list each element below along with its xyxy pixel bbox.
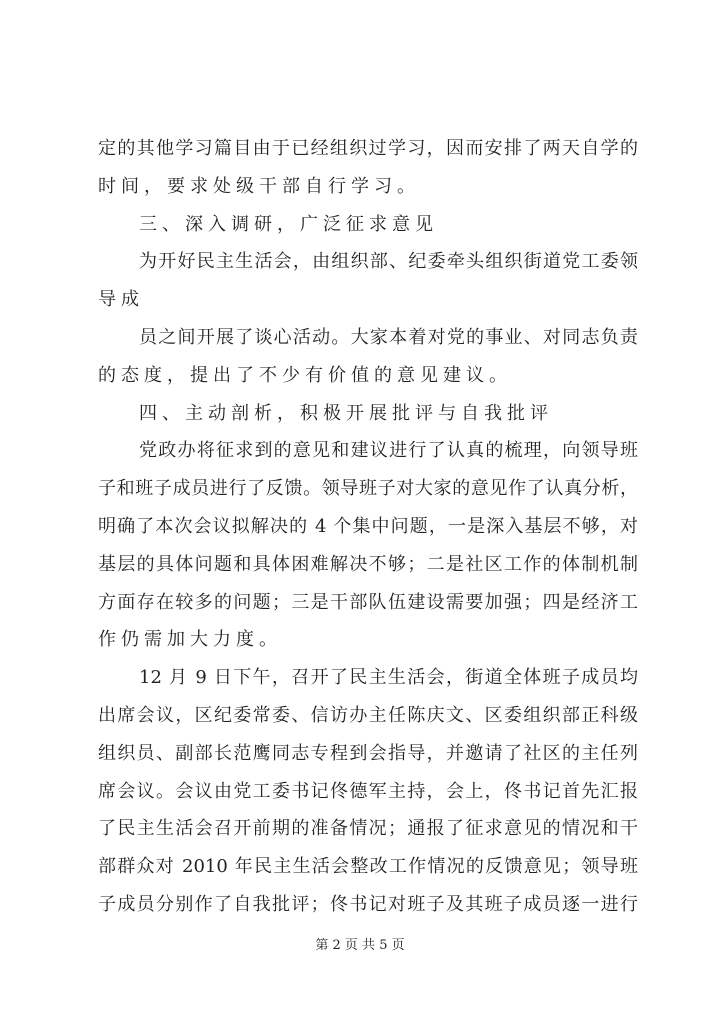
text-line: 基层的具体问题和具体困难解决不够；二是社区工作的体制机制: [98, 553, 638, 575]
text-line: 席会议。会议由党工委书记佟德军主持，会上，佟书记首先汇报: [98, 780, 638, 802]
text-line: 党政办将征求到的意见和建议进行了认真的梳理，向领导班: [139, 440, 638, 462]
text-line: 子和班子成员进行了反馈。领导班子对大家的意见作了认真分析，: [98, 478, 638, 500]
text-line: 四、主动剖析，积极开展批评与自我批评: [139, 402, 553, 424]
text-line: 员之间开展了谈心活动。大家本着对党的事业、对同志负责: [139, 327, 638, 348]
text-line: 了民主生活会召开前期的准备情况；通报了征求意见的情况和干: [98, 818, 638, 840]
text-line: 三、深入调研，广泛征求意见: [139, 213, 438, 235]
text-line: 组织员、副部长范鹰同志专程到会指导，并邀请了社区的主任列: [98, 742, 638, 764]
text-line: 为开好民主生活会，由组织部、纪委牵头组织街道党工委领: [139, 251, 638, 273]
text-line: 出席会议，区纪委常委、信访办主任陈庆文、区委组织部正科级: [98, 705, 638, 726]
text-line: 的态度，提出了不少有价值的意见建议。: [98, 364, 512, 386]
text-line: 子成员分别作了自我批评；佟书记对班子及其班子成员逐一进行: [98, 894, 638, 915]
text-line: 时间，要求处级干部自行学习。: [98, 175, 420, 197]
text-line: 明确了本次会议拟解决的 4 个集中问题，一是深入基层不够，对: [98, 516, 638, 537]
text-line: 导成: [98, 289, 144, 311]
page-footer: 第 2 页 共 5 页: [315, 938, 405, 953]
text-line: 部群众对 2010 年民主生活会整改工作情况的反馈意见；领导班: [98, 856, 638, 878]
text-line: 作仍需加大力度。: [98, 629, 282, 651]
text-line: 定的其他学习篇目由于已经组织过学习，因而安排了两天自学的: [98, 138, 638, 159]
text-line: 方面存在较多的问题；三是干部队伍建设需要加强；四是经济工: [98, 591, 638, 613]
text-line: 12 月 9 日下午，召开了民主生活会，街道全体班子成员均: [139, 667, 638, 689]
